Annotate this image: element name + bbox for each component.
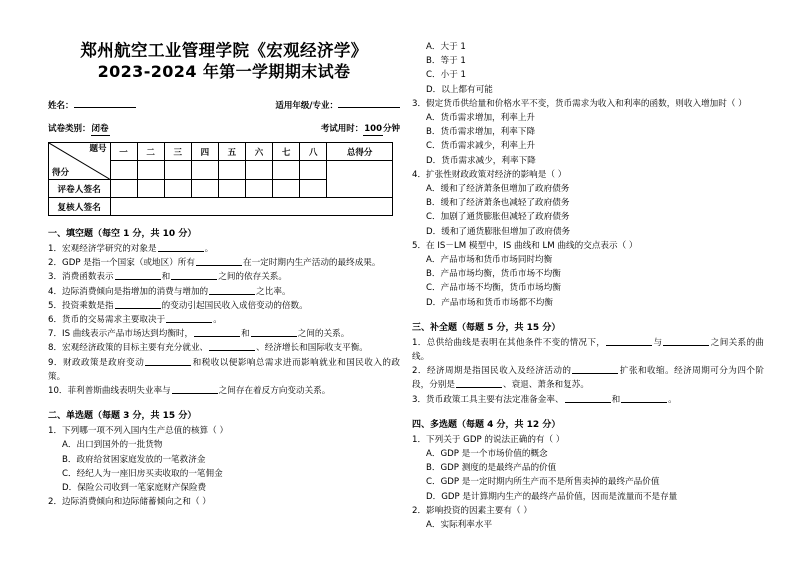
answer-blank[interactable] (663, 336, 709, 346)
fill-item-8: 8．宏观经济政策的目标主要有充分就业、 、经济增长和国际收支平衡。 (48, 343, 368, 354)
corner-top-label: 题号 (89, 144, 107, 154)
single-q2-stem: 2．边际消费倾向和边际储蓄倾向之和（ ） (48, 497, 211, 508)
paper-type-group (48, 123, 110, 136)
answer-blank[interactable] (115, 299, 161, 309)
reviewer-label: 复核人签名 (49, 198, 111, 216)
score-cell-total[interactable] (327, 161, 393, 198)
option-key: D． (426, 491, 442, 502)
option-text: 保险公司收到一笔家庭财产保险费 (77, 483, 207, 494)
option-key: B． (426, 198, 441, 209)
grader-cell-2[interactable] (137, 180, 164, 198)
grader-cell-3[interactable] (164, 180, 191, 198)
single-q4-option-a[interactable] (412, 182, 764, 196)
option-text: 出口到国外的一批货物 (76, 440, 163, 451)
multi-q2-option-a[interactable] (412, 518, 764, 532)
answer-blank[interactable] (565, 393, 611, 403)
left-column (48, 0, 400, 509)
option-text: 产品市场不均衡，货币市场均衡 (440, 283, 561, 294)
name-label: 姓名： (48, 101, 74, 111)
score-table-corner-cell (49, 143, 111, 180)
option-key: A． (426, 449, 441, 460)
section-heading-completion: 三、补全题（每题 5 分，共 15 分） (412, 322, 561, 333)
option-key: C． (426, 477, 441, 488)
answer-blank[interactable] (209, 341, 255, 351)
score-table-header-row (49, 143, 393, 161)
option-key: D． (426, 226, 442, 237)
single-q4-option-d[interactable] (412, 225, 764, 239)
grader-cell-8[interactable] (300, 180, 327, 198)
option-text: GDP 测度的是最终产品的价值 (440, 463, 557, 474)
grader-cell-1[interactable] (110, 180, 137, 198)
option-text: GDP 是一定时期内所生产而不是所售卖掉的最终产品价值 (440, 477, 660, 488)
completion-item-3: 3．货币政策工具主要有法定准备金率、 和 。 (412, 394, 677, 405)
answer-blank[interactable] (196, 256, 242, 266)
option-text: 实际利率水平 (440, 520, 493, 531)
paper-type-label: 试卷类别： (48, 124, 91, 134)
score-cell-6[interactable] (245, 161, 272, 180)
answer-blank[interactable] (572, 364, 618, 374)
grader-cell-7[interactable] (273, 180, 300, 198)
single-q5-option-b[interactable] (412, 267, 764, 281)
option-key: C． (426, 212, 441, 223)
single-q2-option-a[interactable] (412, 40, 764, 54)
reviewer-row (49, 198, 393, 216)
answer-blank[interactable] (171, 270, 217, 280)
single-q5-option-a[interactable] (412, 253, 764, 267)
option-key: A． (426, 42, 441, 52)
answer-blank[interactable] (456, 378, 502, 388)
score-col-3: 三 (164, 143, 191, 161)
option-text: 缓和了经济萧条也减轻了政府债务 (440, 198, 570, 209)
option-text: 大于 1 (440, 42, 466, 52)
grader-cell-5[interactable] (218, 180, 245, 198)
option-key: A． (426, 255, 441, 266)
option-key: B． (62, 454, 77, 465)
exam-time-label: 考试用时： (320, 124, 364, 134)
fill-item-10: 10．菲利普斯曲线表明失业率与 之间存在着反方向变动关系。 (48, 386, 331, 397)
fill-item-2: 2．GDP 是指一个国家（或地区）所有 在一定时期内生产活动的最终成果。 (48, 258, 381, 269)
option-key: C． (426, 283, 441, 294)
completion-item-1: 1．总供给曲线是表明在其他条件不变的情况下， 与 之间关系的曲线。 (412, 337, 764, 363)
section-heading-single-choice: 二、单选题（每题 3 分，共 15 分） (48, 411, 197, 422)
multi-q1-option-d[interactable] (412, 490, 764, 504)
single-q3-option-c[interactable] (412, 139, 764, 153)
option-key: D． (62, 483, 78, 494)
completion-item-2: 2．经济周期是指国民收入及经济活动的 扩张和收缩。经济周期可分为四个阶段，分别是 、衰退、萧条和复苏。 (412, 366, 764, 391)
single-q2-option-b[interactable] (412, 54, 764, 68)
section-heading-fill-in-blank: 一、填空题（每空 1 分，共 10 分） (48, 229, 197, 239)
option-text: 产品市场和货币市场都不均衡 (441, 297, 553, 308)
grade-major-input[interactable] (338, 98, 400, 108)
multi-q1-option-b[interactable] (412, 461, 764, 475)
score-col-4: 四 (191, 143, 218, 161)
single-q2-option-d[interactable] (412, 83, 764, 97)
answer-blank[interactable] (251, 327, 297, 337)
page-title (48, 0, 400, 82)
score-col-1: 一 (110, 143, 137, 161)
score-cell-3[interactable] (164, 161, 191, 180)
title-line-1: 郑州航空工业管理学院《宏观经济学》 (80, 41, 368, 60)
single-q1-option-c[interactable] (48, 467, 400, 481)
option-key: C． (426, 141, 441, 152)
grader-label: 评卷人签名 (49, 180, 111, 198)
score-cell-7[interactable] (273, 161, 300, 180)
single-q1-option-a[interactable] (48, 438, 400, 452)
single-q1-stem: 1．下列哪一项不列入国内生产总值的核算（ ） (48, 426, 229, 437)
option-text: GDP 是计算期内生产的最终产品价值，因而是流量而不是存量 (441, 491, 678, 502)
option-text: 货币需求减少，利率上升 (440, 141, 536, 152)
student-info-row (48, 98, 400, 112)
exam-time-unit: 分钟 (382, 124, 400, 134)
option-key: B． (426, 56, 441, 67)
single-q3-option-a[interactable] (412, 111, 764, 125)
multi-q1-option-c[interactable] (412, 475, 764, 489)
title-line-2: 2023-2024 年第一学期期末试卷 (97, 62, 351, 81)
answer-blank[interactable] (172, 384, 218, 394)
single-q4-stem: 4．扩张性财政政策对经济的影响是（ ） (412, 169, 567, 180)
option-text: 产品市场均衡，货币市场不均衡 (440, 269, 561, 280)
option-text: GDP 是一个市场价值的概念 (440, 449, 548, 460)
single-q4-option-b[interactable] (412, 196, 764, 210)
single-q4-option-c[interactable] (412, 210, 764, 224)
single-q5-option-c[interactable] (412, 281, 764, 295)
option-key: C． (426, 70, 441, 81)
grade-major-label: 适用年级/专业： (275, 101, 338, 111)
fill-item-4: 4．边际消费倾向是指增加的消费与增加的 之比率。 (48, 286, 291, 297)
option-key: C． (62, 468, 77, 479)
score-cell-4[interactable] (191, 161, 218, 180)
score-cell-2[interactable] (137, 161, 164, 180)
reviewer-cell[interactable] (110, 198, 393, 216)
single-q5-stem: 5．在 IS－LM 模型中，IS 曲线和 LM 曲线的交点表示（ ） (412, 240, 638, 251)
option-text: 缓和了通货膨胀但增加了政府债务 (441, 226, 571, 237)
option-key: D． (426, 155, 442, 166)
answer-blank[interactable] (115, 270, 161, 280)
option-text: 货币需求增加，利率上升 (440, 113, 536, 124)
option-key: A． (426, 113, 441, 124)
multi-q1-option-a[interactable] (412, 447, 764, 461)
fill-item-7: 7．IS 曲线表示产品市场达到均衡时， 和 之间的关系。 (48, 329, 350, 340)
single-q3-stem: 3．假定货币供给量和价格水平不变，货币需求为收入和利率的函数，则收入增加时（ ） (412, 98, 747, 109)
score-cell-8[interactable] (300, 161, 327, 180)
fill-item-5: 5．投资乘数是指 的变动引起国民收入成倍变动的倍数。 (48, 300, 308, 311)
section-heading-multi-choice: 四、多选题（每题 4 分，共 12 分） (412, 419, 561, 430)
single-q1-option-b[interactable] (48, 453, 400, 467)
paper-type-value: 闭卷 (91, 124, 109, 134)
option-text: 加剧了通货膨胀但减轻了政府债务 (440, 212, 570, 223)
single-q5-option-d[interactable] (412, 296, 764, 310)
score-col-2: 二 (137, 143, 164, 161)
fill-item-1: 1．宏观经济学研究的对象是 。 (48, 244, 214, 254)
option-key: A． (426, 184, 441, 195)
answer-blank[interactable] (166, 313, 212, 323)
option-key: B． (426, 463, 441, 474)
option-text: 货币需求减少，利率下降 (441, 155, 536, 166)
grader-cell-4[interactable] (191, 180, 218, 198)
option-key: D． (426, 297, 442, 308)
single-q3-option-b[interactable] (412, 125, 764, 139)
paper-info-row (48, 123, 400, 136)
right-column (412, 0, 764, 532)
single-q3-option-d[interactable] (412, 154, 764, 168)
score-col-8: 八 (300, 143, 327, 161)
option-key: B． (426, 269, 441, 280)
option-key: D． (426, 84, 442, 95)
fill-item-9: 9．财政政策是政府变动 和税收以便影响总需求进而影响就业和国民收入的政策。 (48, 357, 400, 382)
option-text: 产品市场和货币市场同时均衡 (440, 255, 553, 266)
option-text: 货币需求增加，利率下降 (440, 127, 536, 138)
score-col-7: 七 (273, 143, 300, 161)
name-field-group (48, 98, 136, 112)
answer-blank[interactable] (209, 285, 255, 295)
answer-blank[interactable] (194, 327, 240, 337)
single-q2-option-c[interactable] (412, 68, 764, 82)
name-input[interactable] (74, 98, 136, 108)
exam-time-group (321, 123, 400, 136)
option-key: A． (62, 440, 77, 451)
grader-cell-6[interactable] (245, 180, 272, 198)
multi-q2-stem: 2．影响投资的因素主要有（ ） (412, 505, 532, 516)
single-q1-option-d[interactable] (48, 481, 400, 495)
answer-blank[interactable] (606, 336, 652, 346)
option-text: 小于 1 (440, 70, 466, 81)
option-text: 经纪人为一座旧房买卖收取的一笔佣金 (76, 468, 223, 479)
corner-bottom-label: 得分 (52, 168, 70, 178)
option-text: 等于 1 (440, 56, 466, 67)
multi-q1-stem: 1．下列关于 GDP 的说法正确的有（ ） (412, 434, 565, 445)
score-col-6: 六 (245, 143, 272, 161)
answer-blank[interactable] (145, 356, 191, 366)
score-col-total: 总得分 (327, 143, 393, 161)
exam-time-value: 100 (364, 124, 382, 134)
fill-item-3: 3．消费函数表示 和 之间的依存关系。 (48, 272, 287, 283)
option-text: 缓和了经济萧条但增加了政府债务 (440, 184, 570, 195)
option-key: B． (426, 127, 441, 138)
score-cell-5[interactable] (218, 161, 245, 180)
score-table (48, 142, 393, 216)
option-key: A． (426, 520, 441, 531)
option-text: 以上都有可能 (441, 84, 493, 95)
score-cell-1[interactable] (110, 161, 137, 180)
score-col-5: 五 (218, 143, 245, 161)
option-text: 政府给贫困家庭发放的一笔救济金 (76, 454, 206, 465)
answer-blank[interactable] (158, 242, 204, 252)
fill-item-6: 6．货币的交易需求主要取决于 。 (48, 315, 222, 326)
answer-blank[interactable] (621, 393, 667, 403)
grade-major-field-group (275, 98, 400, 112)
